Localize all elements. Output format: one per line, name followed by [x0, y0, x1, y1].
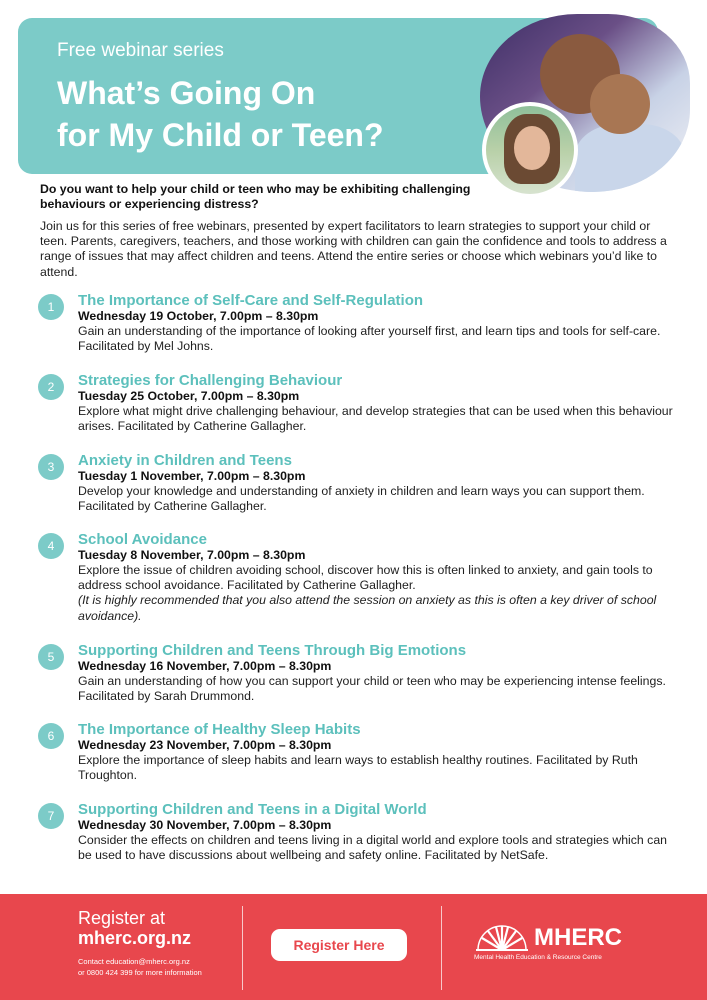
session-number-badge: 7: [38, 803, 64, 829]
session-title: Supporting Children and Teens Through Big Emotions: [78, 642, 467, 659]
session-number-badge: 2: [38, 374, 64, 400]
session-description: Consider the effects on children and teens living in a digital world and explore tools and strategies which can be used to have discussions about wellbeing and safety online. Facilitated by NetSafe.: [78, 833, 668, 863]
session-title: Supporting Children and Teens in a Digital World: [78, 801, 427, 818]
logo-wordmark: MHERC: [534, 924, 622, 951]
series-subtitle: Free webinar series: [57, 40, 224, 61]
session-date: Tuesday 25 October, 7.00pm – 8.30pm: [78, 389, 300, 403]
contact-info: [78, 956, 238, 978]
session-number-badge: 4: [38, 533, 64, 559]
session-description: Gain an understanding of the importance of looking after yourself first, and learn tips and tools for self-care. Facilitated by Mel Johns.: [78, 324, 661, 354]
photo-teen-face: [514, 126, 550, 170]
register-at-label: Register at: [78, 908, 166, 928]
footer-divider: [441, 906, 442, 990]
session-note: (It is highly recommended that you also attend the session on anxiety as this is often a key driver of school avoidance).: [78, 593, 657, 623]
session-date: Wednesday 19 October, 7.00pm – 8.30pm: [78, 309, 319, 323]
footer-banner: [0, 894, 707, 1000]
photo-figure-child: [590, 74, 650, 134]
register-button[interactable]: Register Here: [271, 929, 407, 961]
session-description: Gain an understanding of how you can support your child or teen who may be experiencing intense feelings. Facilitated by Sarah Drummond.: [78, 674, 666, 704]
teen-photo: [482, 102, 578, 198]
session-date: Tuesday 8 November, 7.00pm – 8.30pm: [78, 548, 306, 562]
session-title: The Importance of Self-Care and Self-Regulation: [78, 292, 424, 309]
intro-body: Join us for this series of free webinars, presented by expert facilitators to learn strategies to support your child or teen. Parents, caregivers, teachers, and those working with children can gain the confidence and tools to address a range of issues that may affect children and teens. Attend the entire series or choose which webinars you’d like to attend.: [40, 219, 667, 279]
session-number-badge: 5: [38, 644, 64, 670]
session-title: The Importance of Healthy Sleep Habits: [78, 721, 361, 738]
sunrise-logo-icon: [474, 924, 530, 952]
session-number-badge: 1: [38, 294, 64, 320]
logo-tagline: Mental Health Education & Resource Centre: [474, 954, 602, 961]
page-title-line2: for My Child or Teen?: [57, 117, 384, 153]
session-date: Wednesday 16 November, 7.00pm – 8.30pm: [78, 659, 332, 673]
mherc-logo: [474, 924, 639, 974]
intro-question: Do you want to help your child or teen who may be exhibiting challenging behaviours or experiencing distress?: [40, 182, 471, 211]
session-date: Wednesday 30 November, 7.00pm – 8.30pm: [78, 818, 332, 832]
session-date: Wednesday 23 November, 7.00pm – 8.30pm: [78, 738, 332, 752]
contact-phone-line: or 0800 424 399 for more information: [78, 968, 202, 977]
session-date: Tuesday 1 November, 7.00pm – 8.30pm: [78, 469, 306, 483]
session-description: Develop your knowledge and understanding of anxiety in children and learn ways you can support them. Facilitated by Catherine Gallagher.: [78, 484, 645, 514]
page-title-line1: What’s Going On: [57, 75, 316, 111]
footer-divider: [242, 906, 243, 990]
session-description: Explore the issue of children avoiding school, discover how this is often linked to anxiety, and gain tools to address school avoidance. Facilitated by Catherine Gallagher.: [78, 563, 653, 593]
session-description: Explore what might drive challenging behaviour, and develop strategies that can be used when this behaviour arises. Facilitated by Catherine Gallagher.: [78, 404, 673, 434]
session-title: School Avoidance: [78, 531, 207, 548]
session-title: Strategies for Challenging Behaviour: [78, 372, 343, 389]
session-description: Explore the importance of sleep habits and learn ways to establish healthy routines. Facilitated by Ruth Troughton.: [78, 753, 638, 783]
photo-figure-shirt: [575, 124, 685, 192]
register-url-link[interactable]: mherc.org.nz: [78, 928, 192, 948]
session-title: Anxiety in Children and Teens: [78, 452, 292, 469]
session-number-badge: 6: [38, 723, 64, 749]
contact-email-line: Contact education@mherc.org.nz: [78, 957, 190, 966]
session-number-badge: 3: [38, 454, 64, 480]
page-title: [57, 72, 384, 156]
